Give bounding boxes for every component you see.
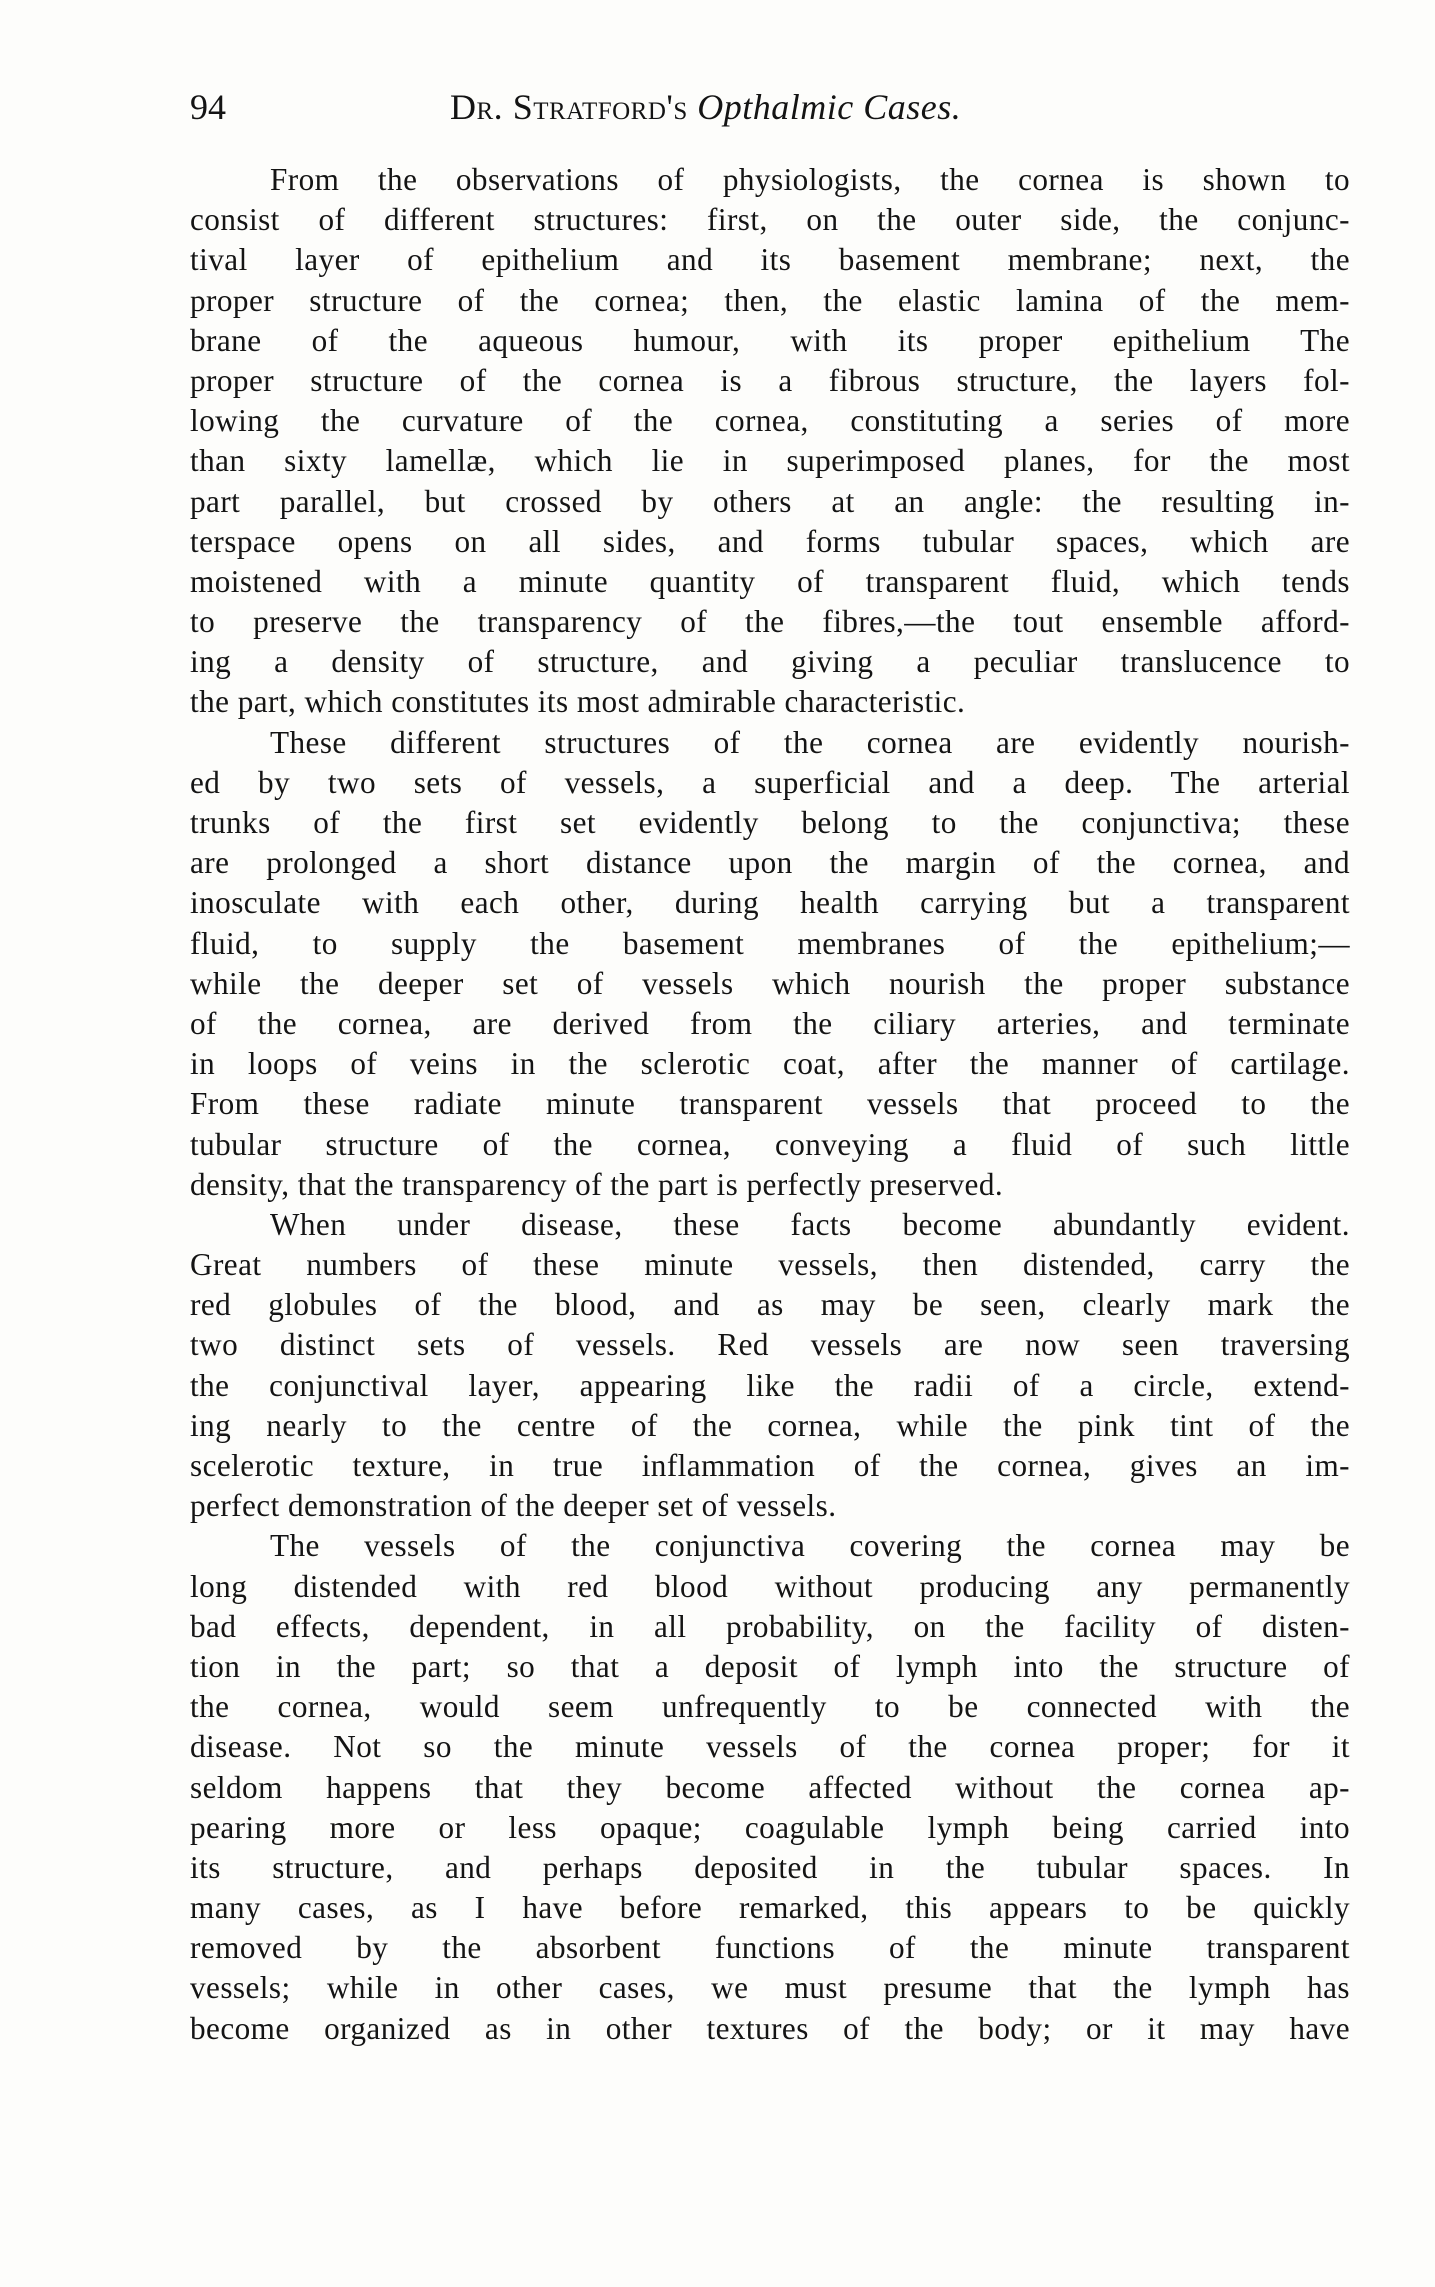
text-line: fluid, to supply the basement membranes of the epithelium;—	[190, 925, 1350, 961]
text-line: than sixty lamellæ, which lie in superimposed planes, for the most	[190, 443, 1350, 479]
text-line: long distended with red blood without producing any permanently	[190, 1568, 1350, 1604]
text-line: perfect demonstration of the deeper set of vessels.	[190, 1488, 837, 1524]
text-line: The vessels of the conjunctiva covering the cornea may be	[270, 1528, 1350, 1564]
text-line: part parallel, but crossed by others at an angle: the resulting in-	[190, 483, 1350, 519]
text-line: tion in the part; so that a deposit of lymph into the structure of	[190, 1648, 1350, 1684]
text-line: density, that the transparency of the part is perfectly preserved.	[190, 1166, 1004, 1202]
text-line: while the deeper set of vessels which nourish the proper substance	[190, 965, 1350, 1001]
text-line: seldom happens that they become affected without the cornea ap-	[190, 1769, 1350, 1805]
text-line: two distinct sets of vessels. Red vessels are now seen traversing	[190, 1327, 1350, 1363]
text-line: scelerotic texture, in true inflammation of the cornea, gives an im-	[190, 1448, 1350, 1483]
text-line: lowing the curvature of the cornea, constituting a series of more	[190, 403, 1350, 439]
text-line: ing a density of structure, and giving a peculiar translucence to	[190, 644, 1350, 680]
text-line: tubular structure of the cornea, conveying a fluid of such little	[190, 1126, 1350, 1162]
text-line: are prolonged a short distance upon the margin of the cornea, and	[190, 845, 1350, 881]
running-head-title: Opthalmic Cases.	[697, 87, 962, 127]
text-line: proper structure of the cornea; then, the elastic lamina of the mem-	[190, 282, 1350, 318]
text-line: become organized as in other textures of the body; or it may have	[190, 2010, 1350, 2046]
text-line: moistened with a minute quantity of transparent fluid, which tends	[190, 563, 1350, 599]
text-line: red globules of the blood, and as may be seen, clearly mark the	[190, 1287, 1350, 1323]
text-line: of the cornea, are derived from the ciliary arteries, and terminate	[190, 1005, 1350, 1041]
text-line: disease. Not so the minute vessels of the cornea proper; for it	[190, 1729, 1350, 1765]
text-line: terspace opens on all sides, and forms tubular spaces, which are	[190, 523, 1350, 559]
text-line: consist of different structures: first, on the outer side, the conjunc-	[190, 202, 1350, 238]
text-line: the conjunctival layer, appearing like the radii of a circle, extend-	[190, 1367, 1350, 1403]
text-line: its structure, and perhaps deposited in the tubular spaces. In	[190, 1849, 1350, 1885]
text-line: bad effects, dependent, in all probability, on the facility of disten-	[190, 1608, 1350, 1644]
text-line: From the observations of physiologists, the cornea is shown to	[270, 162, 1350, 197]
text-line: These different structures of the cornea are evidently nourish-	[270, 724, 1350, 760]
running-head-name: Stratford's	[512, 87, 688, 127]
text-line: trunks of the first set evidently belong to the conjunctiva; these	[190, 805, 1350, 840]
text-line: From these radiate minute transparent vessels that proceed to the	[190, 1086, 1350, 1122]
page-header	[190, 86, 1365, 142]
text-line: ed by two sets of vessels, a superficial and a deep. The arterial	[190, 764, 1350, 800]
body-text	[190, 160, 1350, 2049]
text-line: tival layer of epithelium and its basement membrane; next, the	[190, 242, 1350, 278]
text-line: ing nearly to the centre of the cornea, while the pink tint of the	[190, 1407, 1350, 1443]
text-line: the part, which constitutes its most admirable characteristic.	[190, 684, 966, 720]
text-line: inosculate with each other, during health carrying but a transparent	[190, 885, 1350, 921]
text-line: brane of the aqueous humour, with its proper epithelium The	[190, 322, 1350, 358]
text-line: Great numbers of these minute vessels, then distended, carry the	[190, 1247, 1350, 1283]
text-line: in loops of veins in the sclerotic coat, after the manner of cartilage.	[190, 1046, 1350, 1082]
running-head	[450, 86, 961, 128]
text-line: proper structure of the cornea is a fibrous structure, the layers fol-	[190, 362, 1350, 398]
text-line: the cornea, would seem unfrequently to be connected with the	[190, 1689, 1350, 1725]
text-line: to preserve the transparency of the fibres,—the tout ensemble afford-	[190, 604, 1350, 640]
text-line: many cases, as I have before remarked, this appears to be quickly	[190, 1890, 1350, 1926]
text-line: vessels; while in other cases, we must presume that the lymph has	[190, 1970, 1350, 2006]
text-line: When under disease, these facts become abundantly evident.	[270, 1206, 1350, 1242]
running-head-dr: Dr.	[450, 87, 504, 127]
text-line: removed by the absorbent functions of the minute transparent	[190, 1930, 1350, 1966]
text-line: pearing more or less opaque; coagulable lymph being carried into	[190, 1809, 1350, 1845]
page-number: 94	[190, 87, 226, 127]
